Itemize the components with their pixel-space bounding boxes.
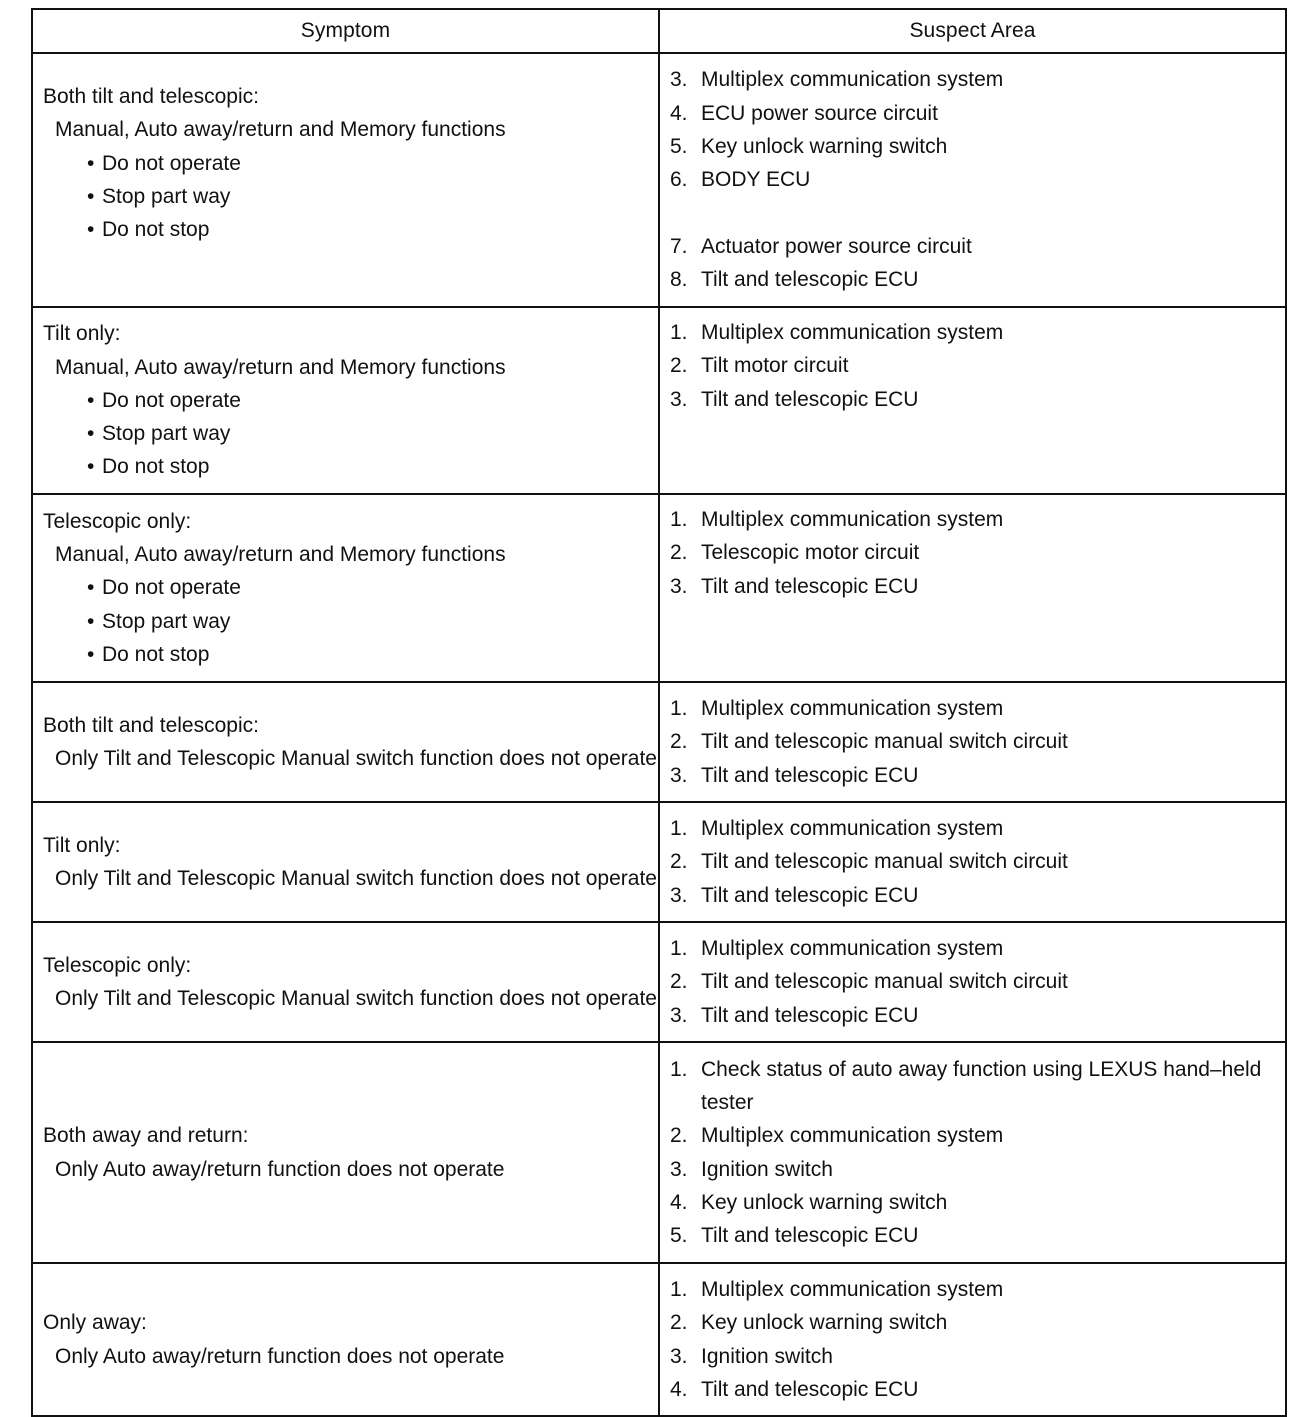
suspect-item [670, 1219, 1285, 1252]
symptom-table-container [31, 8, 1287, 1417]
suspect-text: Telescopic motor circuit [701, 541, 920, 565]
suspect-item [670, 1373, 1285, 1406]
suspect-item [670, 999, 1285, 1032]
suspect-item [670, 965, 1285, 998]
suspect-item [670, 725, 1285, 758]
suspect-item [670, 1306, 1285, 1339]
table-row [32, 53, 1286, 307]
column-header-symptom: Symptom [32, 9, 659, 53]
suspect-text: Tilt and telescopic ECU [701, 1003, 919, 1027]
suspect-text: Tilt and telescopic manual switch circuit [701, 850, 1068, 874]
symptom-cell [32, 53, 659, 307]
suspect-cell [659, 922, 1286, 1042]
suspect-text: Ignition switch [701, 1344, 833, 1368]
symptom-subtitle: Only Tilt and Telescopic Manual switch function does not operate [55, 747, 657, 770]
suspect-cell [659, 1042, 1286, 1263]
symptom-title: Both tilt and telescopic: [43, 85, 259, 109]
suspect-item [670, 503, 1285, 536]
symptom-cell [32, 307, 659, 494]
table-row [32, 307, 1286, 494]
suspect-number: 2. [670, 850, 688, 874]
suspect-item [670, 879, 1285, 912]
symptom-bullet: • Do not stop [43, 213, 658, 246]
suspect-item [670, 692, 1285, 725]
suspect-cell [659, 307, 1286, 494]
symptom-bullet: • Stop part way [43, 605, 658, 638]
symptom-cell [32, 1042, 659, 1263]
suspect-text: Tilt and telescopic ECU [701, 387, 919, 411]
symptom-title: Telescopic only: [43, 509, 192, 533]
suspect-item [670, 1340, 1285, 1373]
symptom-subtitle: Only Auto away/return function does not operate [55, 1344, 505, 1368]
suspect-item [670, 1119, 1285, 1152]
suspect-text: Multiplex communication system [701, 68, 1004, 92]
symptom-title: Tilt only: [43, 322, 121, 346]
symptom-bullet: • Do not stop [43, 638, 658, 671]
suspect-item [670, 97, 1285, 130]
suspect-number: 7. [670, 234, 688, 258]
symptom-bullet: • Do not operate [43, 571, 658, 604]
suspect-number: 1. [670, 508, 688, 531]
suspect-number: 8. [670, 268, 688, 292]
symptom-subtitle: Manual, Auto away/return and Memory functions [55, 543, 506, 567]
suspect-item [670, 759, 1285, 792]
suspect-text: Tilt and telescopic ECU [701, 763, 919, 787]
suspect-text: Multiplex communication system [701, 697, 1004, 721]
suspect-text: Tilt and telescopic ECU [701, 883, 919, 907]
suspect-text: Key unlock warning switch [701, 1190, 948, 1214]
suspect-item [670, 932, 1285, 965]
suspect-number: 5. [670, 1224, 688, 1248]
suspect-cell [659, 53, 1286, 307]
suspect-number: 3. [670, 1157, 688, 1181]
suspect-number: 3. [670, 1003, 688, 1027]
symptom-bullet: • Do not stop [43, 450, 658, 483]
symptom-cell [32, 922, 659, 1042]
suspect-text: Tilt and telescopic manual switch circuit [701, 970, 1068, 994]
suspect-item [670, 812, 1285, 845]
suspect-item [670, 1153, 1285, 1186]
symptom-cell [32, 682, 659, 802]
suspect-text: Tilt and telescopic ECU [701, 1377, 919, 1401]
suspect-number: 3. [670, 1344, 688, 1368]
suspect-item [670, 263, 1285, 296]
suspect-text: BODY ECU [701, 168, 811, 192]
table-row [32, 802, 1286, 922]
table-row [32, 1263, 1286, 1416]
suspect-cell [659, 802, 1286, 922]
symptom-subtitle: Only Tilt and Telescopic Manual switch function does not operate [55, 987, 657, 1010]
suspect-text: Multiplex communication system [701, 937, 1004, 961]
symptom-title: Telescopic only: [43, 953, 192, 977]
symptom-bullet: • Do not operate [43, 147, 658, 180]
symptom-subtitle: Manual, Auto away/return and Memory functions [55, 355, 506, 379]
suspect-number: 3. [670, 68, 688, 92]
suspect-text: ECU power source circuit [701, 101, 938, 125]
suspect-text: Multiplex communication system [701, 1124, 1004, 1148]
symptom-subtitle: Manual, Auto away/return and Memory functions [55, 118, 506, 142]
suspect-number: 6. [670, 168, 688, 192]
suspect-number: 1. [670, 1277, 688, 1301]
table-header-row [32, 9, 1286, 53]
suspect-text: Tilt and telescopic ECU [701, 574, 919, 598]
symptom-bullet: • Do not operate [43, 384, 658, 417]
suspect-text: Multiplex communication system [701, 817, 1004, 841]
suspect-number: 2. [670, 730, 688, 754]
suspect-number: 4. [670, 101, 688, 125]
symptom-cell [32, 494, 659, 682]
suspect-item [670, 130, 1285, 163]
suspect-item [670, 63, 1285, 96]
suspect-item [670, 536, 1285, 569]
suspect-number: 5. [670, 135, 688, 159]
symptom-title: Both away and return: [43, 1124, 249, 1148]
suspect-number: 4. [670, 1190, 688, 1214]
suspect-item [670, 230, 1285, 263]
suspect-number: 3. [670, 387, 688, 411]
suspect-text: Key unlock warning switch [701, 1311, 948, 1335]
suspect-cell [659, 1263, 1286, 1416]
suspect-item [670, 349, 1285, 382]
symptom-cell [32, 1263, 659, 1416]
suspect-number: 2. [670, 1124, 688, 1148]
suspect-item [670, 1186, 1285, 1219]
symptom-table [31, 8, 1287, 1417]
symptom-cell [32, 802, 659, 922]
symptom-subtitle: Only Auto away/return function does not operate [55, 1157, 505, 1181]
suspect-number: 1. [670, 697, 688, 721]
symptom-title: Only away: [43, 1311, 147, 1335]
suspect-number: 2. [670, 541, 688, 565]
suspect-text: Actuator power source circuit [701, 234, 972, 258]
suspect-item [670, 1053, 1285, 1120]
column-header-suspect-area: Suspect Area [659, 9, 1286, 53]
suspect-cell [659, 682, 1286, 802]
suspect-number: 3. [670, 763, 688, 787]
table-row [32, 922, 1286, 1042]
suspect-text: Tilt and telescopic ECU [701, 268, 919, 292]
suspect-item [670, 163, 1285, 196]
suspect-number: 1. [670, 1057, 688, 1081]
symptom-title: Tilt only: [43, 833, 121, 857]
suspect-text: Key unlock warning switch [701, 135, 948, 159]
symptom-bullet: • Stop part way [43, 180, 658, 213]
suspect-text: Tilt and telescopic manual switch circuit [701, 730, 1068, 754]
suspect-number: 2. [670, 354, 688, 378]
suspect-item [670, 1273, 1285, 1306]
table-row [32, 682, 1286, 802]
suspect-number: 1. [670, 817, 688, 841]
suspect-number: 2. [670, 1311, 688, 1335]
suspect-item [670, 316, 1285, 349]
suspect-text: Ignition switch [701, 1157, 833, 1181]
symptom-subtitle: Only Tilt and Telescopic Manual switch function does not operate [55, 867, 657, 890]
suspect-item [670, 845, 1285, 878]
suspect-number: 2. [670, 970, 688, 994]
suspect-text: Tilt and telescopic ECU [701, 1224, 919, 1248]
symptom-title: Both tilt and telescopic: [43, 713, 259, 737]
suspect-text: Multiplex communication system [701, 1277, 1004, 1301]
suspect-number: 4. [670, 1377, 688, 1401]
suspect-text: Multiplex communication system [701, 321, 1004, 344]
suspect-item [670, 570, 1285, 603]
suspect-number: 3. [670, 883, 688, 907]
suspect-item [670, 383, 1285, 416]
table-row [32, 494, 1286, 682]
table-row [32, 1042, 1286, 1263]
suspect-text: Multiplex communication system [701, 508, 1004, 531]
suspect-number: 1. [670, 937, 688, 961]
suspect-cell [659, 494, 1286, 682]
symptom-bullet: • Stop part way [43, 417, 658, 450]
suspect-number: 1. [670, 321, 688, 344]
suspect-text: Tilt motor circuit [701, 354, 849, 378]
suspect-number: 3. [670, 574, 688, 598]
suspect-text: Check status of auto away function using LEXUS hand–held tester [701, 1057, 1262, 1114]
